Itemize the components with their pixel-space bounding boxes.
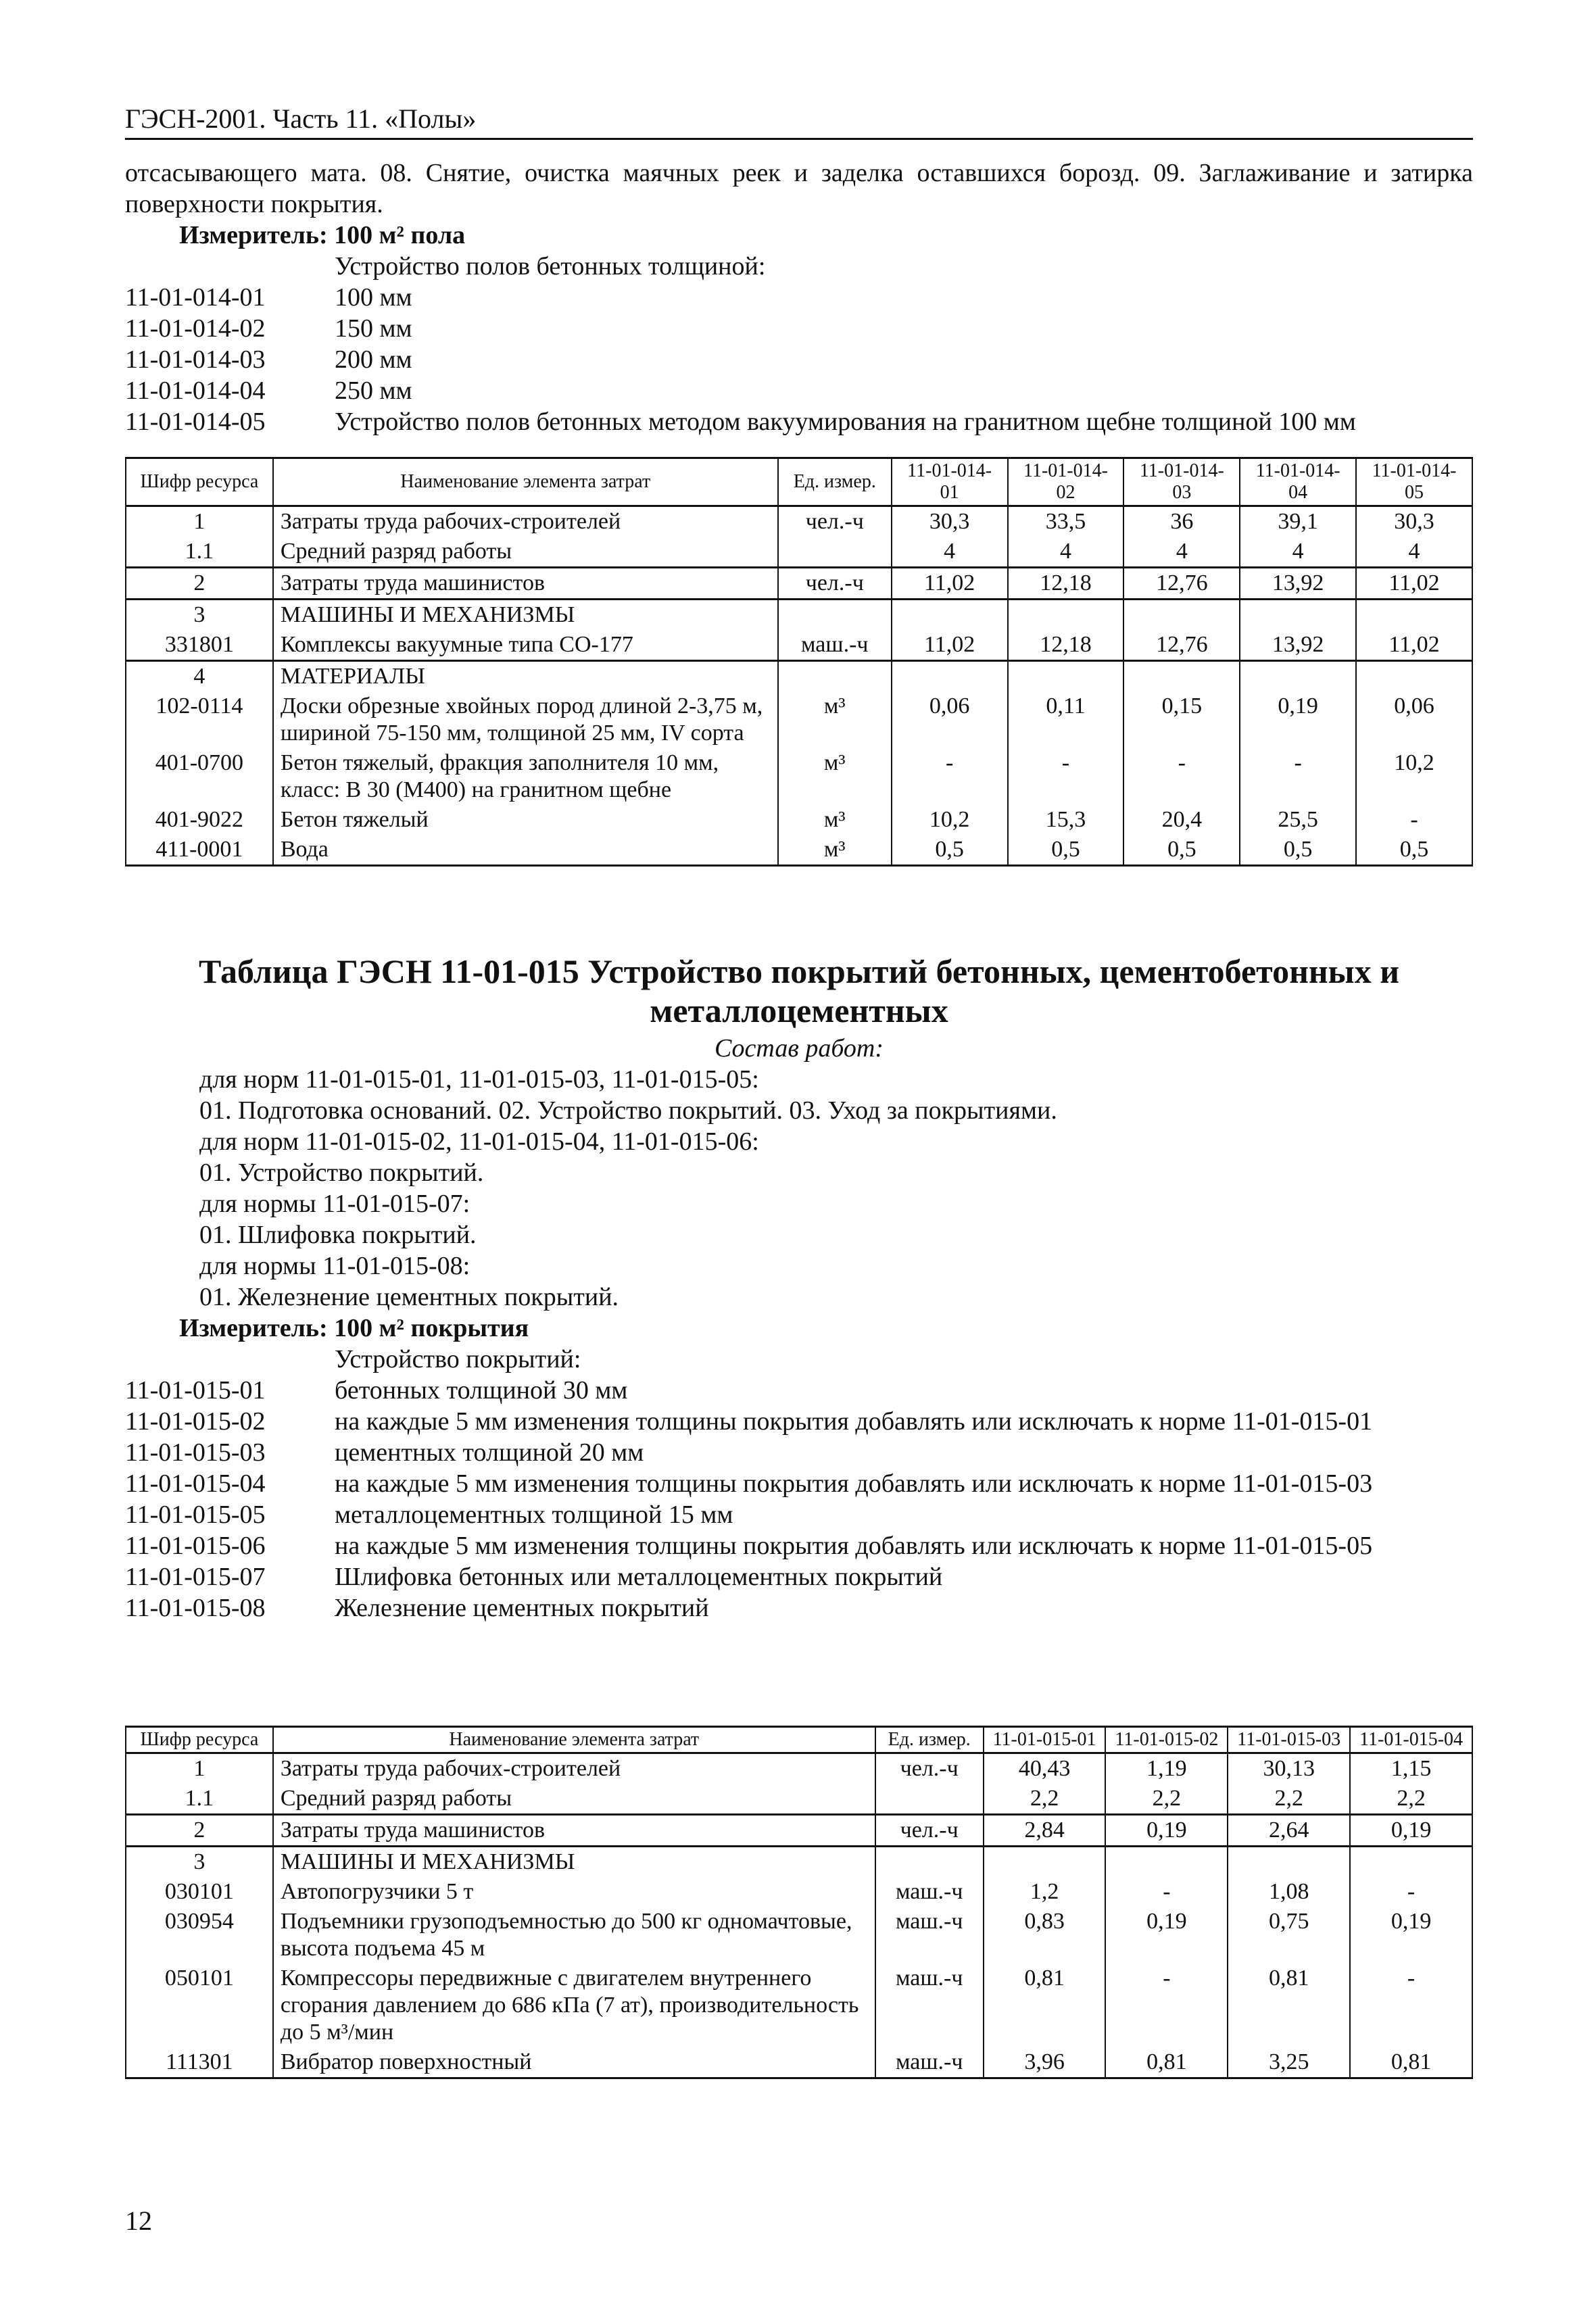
resource-value: 3,96 — [984, 2047, 1106, 2078]
page-number: 12 — [125, 2206, 152, 2236]
norm-text: на каждые 5 мм изменения толщины покрытия добавлять или исключать к норме 11-01-015-03 — [335, 1469, 1373, 1498]
resource-value — [1356, 661, 1472, 692]
composition-line: для норм 11-01-015-01, 11-01-015-03, 11-01-015-05: — [199, 1065, 759, 1094]
norm-text: 250 мм — [335, 376, 412, 405]
section2-group-title: Устройство покрытий: — [335, 1345, 581, 1373]
resource-value: 12,18 — [1008, 630, 1124, 661]
section2-text — [125, 1033, 1473, 1624]
resource-code: 401-0700 — [126, 748, 273, 805]
resource-value: 0,19 — [1105, 1907, 1228, 1964]
resource-value: 0,19 — [1350, 1907, 1472, 1964]
resource-value: 12,18 — [1008, 568, 1124, 600]
section2-title-line1: Таблица ГЭСН 11-01-015 Устройство покрытий бетонных, цементобетонных и — [198, 952, 1400, 990]
norm-row — [125, 1468, 1473, 1499]
table-header-cell: 11-01-015-02 — [1105, 1727, 1228, 1753]
norm-row — [125, 1499, 1473, 1530]
resource-value — [1228, 1847, 1350, 1878]
table-row — [126, 805, 1472, 835]
resource-code: 1.1 — [126, 1784, 273, 1815]
norm-row — [125, 375, 1473, 406]
norm-code: 11-01-015-07 — [125, 1563, 266, 1591]
resource-value: 0,06 — [1356, 691, 1472, 748]
resource-value: 4 — [1240, 537, 1356, 568]
table-header-cell: Шифр ресурса — [126, 458, 273, 506]
resource-code: 030954 — [126, 1907, 273, 1964]
norm-code: 11-01-014-02 — [125, 314, 266, 343]
norm-code: 11-01-015-08 — [125, 1594, 266, 1622]
resource-unit: м³ — [778, 805, 892, 835]
resource-value: 4 — [1356, 537, 1472, 568]
table-row — [126, 2047, 1472, 2078]
resource-value: 0,75 — [1228, 1907, 1350, 1964]
section2-title-line2: металлоцементных — [650, 992, 948, 1029]
section2-measure: Измеритель: 100 м² покрытия — [179, 1314, 529, 1342]
norm-code: 11-01-014-03 — [125, 345, 266, 374]
section2-composition-title: Состав работ: — [714, 1034, 884, 1063]
norm-text: металлоцементных толщиной 15 мм — [335, 1501, 733, 1529]
resource-value: 2,2 — [984, 1784, 1106, 1815]
resource-value: 0,19 — [1240, 691, 1356, 748]
table-row — [126, 691, 1472, 748]
resource-value: - — [1105, 1964, 1228, 2047]
section1-text — [125, 157, 1473, 437]
norm-code: 11-01-015-01 — [125, 1376, 266, 1405]
resource-value — [892, 661, 1008, 692]
norm-text: 200 мм — [335, 345, 412, 374]
resource-value — [1350, 1847, 1472, 1878]
resource-value: 0,19 — [1105, 1815, 1228, 1847]
norm-text: цементных толщиной 20 мм — [335, 1438, 644, 1467]
resource-code: 1.1 — [126, 537, 273, 568]
norm-code: 11-01-015-02 — [125, 1407, 266, 1436]
resource-value: 0,83 — [984, 1907, 1106, 1964]
composition-line: для норм 11-01-015-02, 11-01-015-04, 11-01-015-06: — [199, 1127, 759, 1156]
table-header-cell: 11-01-014-04 — [1240, 458, 1356, 506]
norm-code: 11-01-014-05 — [125, 408, 266, 436]
resource-code: 050101 — [126, 1964, 273, 2047]
resource-code: 4 — [126, 661, 273, 692]
section1-norm-list — [125, 282, 1473, 437]
table-header-cell: Наименование элемента затрат — [273, 458, 778, 506]
resource-value: 0,06 — [892, 691, 1008, 748]
section2-resource-table — [125, 1726, 1473, 2079]
table-row — [126, 1784, 1472, 1815]
resource-value: - — [1105, 1877, 1228, 1907]
resource-value — [1105, 1847, 1228, 1878]
table-header-cell: 11-01-014-02 — [1008, 458, 1124, 506]
resource-unit: маш.-ч — [875, 1907, 984, 1964]
norm-text: на каждые 5 мм изменения толщины покрытия добавлять или исключать к норме 11-01-015-01 — [335, 1407, 1373, 1436]
table-row — [126, 568, 1472, 600]
resource-unit — [875, 1847, 984, 1878]
norm-text: Устройство полов бетонных методом вакуумирования на гранитном щебне толщиной 100 мм — [335, 408, 1356, 436]
resource-value: 0,81 — [1228, 1964, 1350, 2047]
table-row — [126, 630, 1472, 661]
resource-name: Затраты труда рабочих-строителей — [273, 506, 778, 537]
resource-unit: маш.-ч — [875, 2047, 984, 2078]
resource-value — [1008, 600, 1124, 631]
resource-name: Бетон тяжелый — [273, 805, 778, 835]
resource-value: 0,5 — [1356, 835, 1472, 866]
section1-intro: отсасывающего мата. 08. Снятие, очистка маячных реек и заделка оставшихся борозд. 09. Заглаживание и затирка поверхности покрытия. — [125, 159, 1473, 218]
resource-value: 30,3 — [1356, 506, 1472, 537]
page-header: ГЭСН-2001. Часть 11. «Полы» — [125, 103, 1473, 140]
resource-value — [1356, 600, 1472, 631]
resource-value: 13,92 — [1240, 568, 1356, 600]
resource-value: 11,02 — [1356, 630, 1472, 661]
resource-name: Доски обрезные хвойных пород длиной 2-3,75 м, шириной 75-150 мм, толщиной 25 мм, IV сорта — [273, 691, 778, 748]
resource-value: 12,76 — [1123, 630, 1240, 661]
resource-name: Затраты труда машинистов — [273, 1815, 875, 1847]
resource-name: МАШИНЫ И МЕХАНИЗМЫ — [273, 1847, 875, 1878]
resource-unit: м³ — [778, 748, 892, 805]
resource-value: 30,3 — [892, 506, 1008, 537]
resource-value: 3,25 — [1228, 2047, 1350, 2078]
resource-value: - — [1350, 1964, 1472, 2047]
table-header-cell: Ед. измер. — [875, 1727, 984, 1753]
section2-composition — [199, 1064, 1473, 1313]
resource-value: 39,1 — [1240, 506, 1356, 537]
resource-name: Компрессоры передвижные с двигателем внутреннего сгорания давлением до 686 кПа (7 ат), производительность до 5 м³/мин — [273, 1964, 875, 2047]
resource-unit — [778, 537, 892, 568]
norm-row — [125, 1592, 1473, 1624]
resource-value: 0,5 — [1008, 835, 1124, 866]
resource-value: 2,2 — [1228, 1784, 1350, 1815]
norm-code: 11-01-014-01 — [125, 283, 266, 312]
composition-line: 01. Подготовка оснований. 02. Устройство покрытий. 03. Уход за покрытиями. — [199, 1096, 1057, 1125]
resource-value: 11,02 — [892, 568, 1008, 600]
resource-value: 0,81 — [984, 1964, 1106, 2047]
resource-value: 0,5 — [1240, 835, 1356, 866]
table-row — [126, 537, 1472, 568]
table-header-cell: 11-01-015-04 — [1350, 1727, 1472, 1753]
table-row — [126, 748, 1472, 805]
resource-unit: чел.-ч — [778, 506, 892, 537]
norm-code: 11-01-015-04 — [125, 1469, 266, 1498]
norm-text: на каждые 5 мм изменения толщины покрытия добавлять или исключать к норме 11-01-015-05 — [335, 1532, 1373, 1560]
norm-row — [125, 1530, 1473, 1561]
composition-line: 01. Шлифовка покрытий. — [199, 1221, 477, 1249]
resource-value — [1123, 661, 1240, 692]
table-row — [126, 1815, 1472, 1847]
resource-code: 331801 — [126, 630, 273, 661]
resource-unit: чел.-ч — [875, 1815, 984, 1847]
resource-name: Вибратор поверхностный — [273, 2047, 875, 2078]
table-header-cell: Шифр ресурса — [126, 1727, 273, 1753]
resource-name: Вода — [273, 835, 778, 866]
table-row — [126, 1847, 1472, 1878]
resource-unit: чел.-ч — [778, 568, 892, 600]
resource-code: 401-9022 — [126, 805, 273, 835]
resource-name: Средний разряд работы — [273, 537, 778, 568]
resource-unit: маш.-ч — [875, 1964, 984, 2047]
resource-unit — [778, 661, 892, 692]
resource-value: - — [892, 748, 1008, 805]
resource-value: 2,64 — [1228, 1815, 1350, 1847]
resource-value — [1240, 661, 1356, 692]
table-header-cell: Ед. измер. — [778, 458, 892, 506]
norm-code: 11-01-015-03 — [125, 1438, 266, 1467]
norm-code: 11-01-015-06 — [125, 1532, 266, 1560]
table-row — [126, 661, 1472, 692]
resource-value: 10,2 — [1356, 748, 1472, 805]
table-row — [126, 1907, 1472, 1964]
resource-name: Затраты труда машинистов — [273, 568, 778, 600]
table-row — [126, 1964, 1472, 2047]
norm-row — [125, 282, 1473, 313]
resource-unit — [875, 1784, 984, 1815]
norm-row — [125, 1375, 1473, 1406]
composition-line: 01. Устройство покрытий. — [199, 1159, 484, 1187]
norm-code: 11-01-015-05 — [125, 1501, 266, 1529]
resource-value: 0,11 — [1008, 691, 1124, 748]
resource-code: 2 — [126, 1815, 273, 1847]
resource-code: 111301 — [126, 2047, 273, 2078]
resource-value: 4 — [892, 537, 1008, 568]
resource-value: 15,3 — [1008, 805, 1124, 835]
resource-unit: чел.-ч — [875, 1753, 984, 1784]
resource-value — [1123, 600, 1240, 631]
resource-name: Средний разряд работы — [273, 1784, 875, 1815]
resource-value — [1008, 661, 1124, 692]
resource-value: 36 — [1123, 506, 1240, 537]
resource-value: 25,5 — [1240, 805, 1356, 835]
resource-code: 030101 — [126, 1877, 273, 1907]
composition-line: 01. Железнение цементных покрытий. — [199, 1283, 619, 1311]
resource-value: 20,4 — [1123, 805, 1240, 835]
resource-value: 13,92 — [1240, 630, 1356, 661]
resource-unit: м³ — [778, 691, 892, 748]
resource-name: МАШИНЫ И МЕХАНИЗМЫ — [273, 600, 778, 631]
norm-text: Железнение цементных покрытий — [335, 1594, 709, 1622]
resource-value: 1,2 — [984, 1877, 1106, 1907]
resource-value: - — [1356, 805, 1472, 835]
resource-value: 1,15 — [1350, 1753, 1472, 1784]
norm-text: бетонных толщиной 30 мм — [335, 1376, 628, 1405]
resource-value: 0,19 — [1350, 1815, 1472, 1847]
resource-name: Бетон тяжелый, фракция заполнителя 10 мм, класс: В 30 (М400) на гранитном щебне — [273, 748, 778, 805]
resource-value: 30,13 — [1228, 1753, 1350, 1784]
table-header-cell: 11-01-015-01 — [984, 1727, 1106, 1753]
norm-row — [125, 1406, 1473, 1437]
norm-row — [125, 344, 1473, 375]
resource-value: 4 — [1123, 537, 1240, 568]
resource-unit: маш.-ч — [875, 1877, 984, 1907]
norm-row — [125, 1561, 1473, 1592]
resource-value: 1,08 — [1228, 1877, 1350, 1907]
resource-value — [892, 600, 1008, 631]
table-row — [126, 1877, 1472, 1907]
resource-value: 4 — [1008, 537, 1124, 568]
resource-value: 11,02 — [1356, 568, 1472, 600]
norm-text: 150 мм — [335, 314, 412, 343]
resource-value: 0,81 — [1350, 2047, 1472, 2078]
resource-value: 0,5 — [1123, 835, 1240, 866]
resource-name: Комплексы вакуумные типа СО-177 — [273, 630, 778, 661]
resource-code: 1 — [126, 506, 273, 537]
section2-norm-list — [125, 1375, 1473, 1624]
resource-value: 2,2 — [1105, 1784, 1228, 1815]
resource-unit: м³ — [778, 835, 892, 866]
resource-value: 0,15 — [1123, 691, 1240, 748]
table-row — [126, 835, 1472, 866]
resource-code: 102-0114 — [126, 691, 273, 748]
norm-row — [125, 1437, 1473, 1468]
table-header-cell: Наименование элемента затрат — [273, 1727, 875, 1753]
resource-value: 0,5 — [892, 835, 1008, 866]
resource-value: 11,02 — [892, 630, 1008, 661]
resource-value: - — [1240, 748, 1356, 805]
norm-text: Шлифовка бетонных или металлоцементных покрытий — [335, 1563, 943, 1591]
resource-code: 2 — [126, 568, 273, 600]
section1-resource-table — [125, 457, 1473, 867]
table-row — [126, 506, 1472, 537]
resource-code: 1 — [126, 1753, 273, 1784]
resource-value: - — [1008, 748, 1124, 805]
resource-value: - — [1123, 748, 1240, 805]
resource-name: Затраты труда рабочих-строителей — [273, 1753, 875, 1784]
resource-value: 2,84 — [984, 1815, 1106, 1847]
resource-unit: маш.-ч — [778, 630, 892, 661]
table-header-cell: 11-01-015-03 — [1228, 1727, 1350, 1753]
norm-row — [125, 313, 1473, 344]
resource-code: 411-0001 — [126, 835, 273, 866]
resource-value: - — [1350, 1877, 1472, 1907]
resource-value — [1240, 600, 1356, 631]
resource-value: 1,19 — [1105, 1753, 1228, 1784]
resource-code: 3 — [126, 600, 273, 631]
resource-name: Автопогрузчики 5 т — [273, 1877, 875, 1907]
resource-value: 10,2 — [892, 805, 1008, 835]
norm-row — [125, 406, 1473, 437]
table-row — [126, 1753, 1472, 1784]
table-row — [126, 600, 1472, 631]
table-header-cell: 11-01-014-03 — [1123, 458, 1240, 506]
norm-text: 100 мм — [335, 283, 412, 312]
norm-code: 11-01-014-04 — [125, 376, 266, 405]
resource-code: 3 — [126, 1847, 273, 1878]
resource-value: 40,43 — [984, 1753, 1106, 1784]
composition-line: для нормы 11-01-015-08: — [199, 1252, 470, 1280]
table-header-cell: 11-01-014-01 — [892, 458, 1008, 506]
section1-measure: Измеритель: 100 м² пола — [179, 221, 466, 249]
resource-value: 2,2 — [1350, 1784, 1472, 1815]
resource-value — [984, 1847, 1106, 1878]
resource-value: 0,81 — [1105, 2047, 1228, 2078]
resource-value: 12,76 — [1123, 568, 1240, 600]
composition-line: для нормы 11-01-015-07: — [199, 1190, 470, 1218]
table-header-cell: 11-01-014-05 — [1356, 458, 1472, 506]
resource-value: 33,5 — [1008, 506, 1124, 537]
resource-name: Подъемники грузоподъемностью до 500 кг одномачтовые, высота подъема 45 м — [273, 1907, 875, 1964]
section1-group-title: Устройство полов бетонных толщиной: — [335, 252, 766, 281]
section2-title — [125, 952, 1473, 1030]
resource-unit — [778, 600, 892, 631]
resource-name: МАТЕРИАЛЫ — [273, 661, 778, 692]
